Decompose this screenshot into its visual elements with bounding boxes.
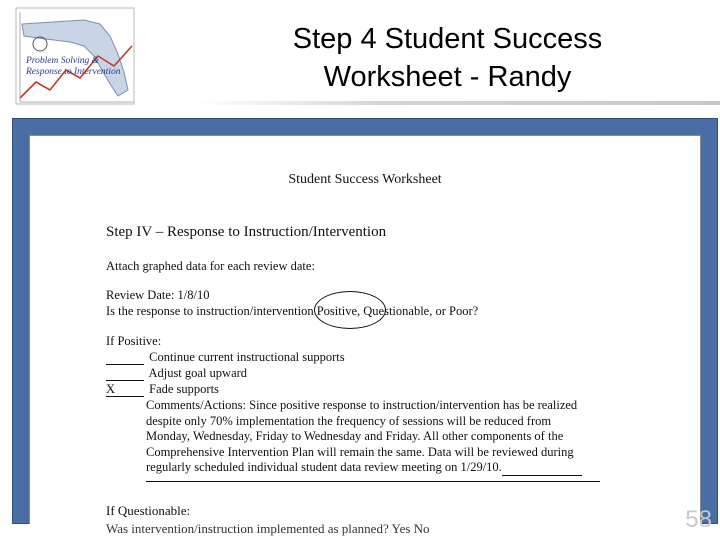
worksheet-title: Student Success Worksheet: [288, 172, 442, 187]
review-date: Review Date: 1/8/10: [106, 288, 210, 302]
step-heading: Step IV – Response to Instruction/Intervention: [106, 224, 387, 240]
option-continue-supports: [106, 350, 345, 365]
slide-title-line-1: Step 4 Student Success: [292, 23, 603, 55]
option-label: Continue current instructional supports: [149, 350, 345, 364]
slide-title: [200, 20, 695, 96]
positive-circle-mark: [314, 291, 386, 329]
comment-line-text: regularly scheduled individual student data review meeting on 1/29/10.: [146, 460, 502, 474]
cut-off-line: Was intervention/instruction implemented as planned? Yes No: [106, 521, 430, 536]
comment-line-last: [146, 460, 616, 476]
comments-actions: [146, 398, 616, 476]
title-underline: [196, 101, 720, 105]
attach-instruction: Attach graphed data for each review date:: [106, 259, 315, 273]
fill-line: [502, 463, 582, 476]
option-fade-supports: [106, 382, 219, 397]
fill-rule: [146, 481, 600, 482]
logo: [14, 6, 142, 108]
if-questionable-heading: If Questionable:: [106, 503, 191, 518]
option-mark: X: [106, 382, 144, 397]
option-label: Adjust goal upward: [148, 366, 248, 380]
response-question: Is the response to instruction/intervention Positive, Questionable, or Poor?: [106, 304, 479, 318]
slide-title-line-2: Worksheet - Randy: [323, 61, 572, 93]
option-label: Fade supports: [149, 382, 219, 396]
option-adjust-goal: [106, 366, 247, 381]
comment-line: Comments/Actions: Since positive response to instruction/intervention has be realized: [146, 398, 578, 412]
slide-number: 58: [685, 506, 712, 533]
option-mark: [106, 366, 144, 381]
logo-line-2: Response to Intervention: [26, 67, 121, 77]
document-frame: [12, 118, 718, 536]
comment-line: despite only 70% implementation the frequency of sessions will be reduced from: [146, 413, 552, 428]
logo-text: [26, 56, 130, 78]
comment-line: Monday, Wednesday, Friday to Wednesday and Friday. All other components of the: [146, 429, 564, 443]
logo-line-1: Problem Solving &: [26, 56, 99, 66]
option-mark: [106, 350, 144, 365]
comment-line: Comprehensive Intervention Plan will remain the same. Data will be reviewed during: [146, 444, 574, 459]
if-positive-heading: If Positive:: [106, 334, 162, 348]
